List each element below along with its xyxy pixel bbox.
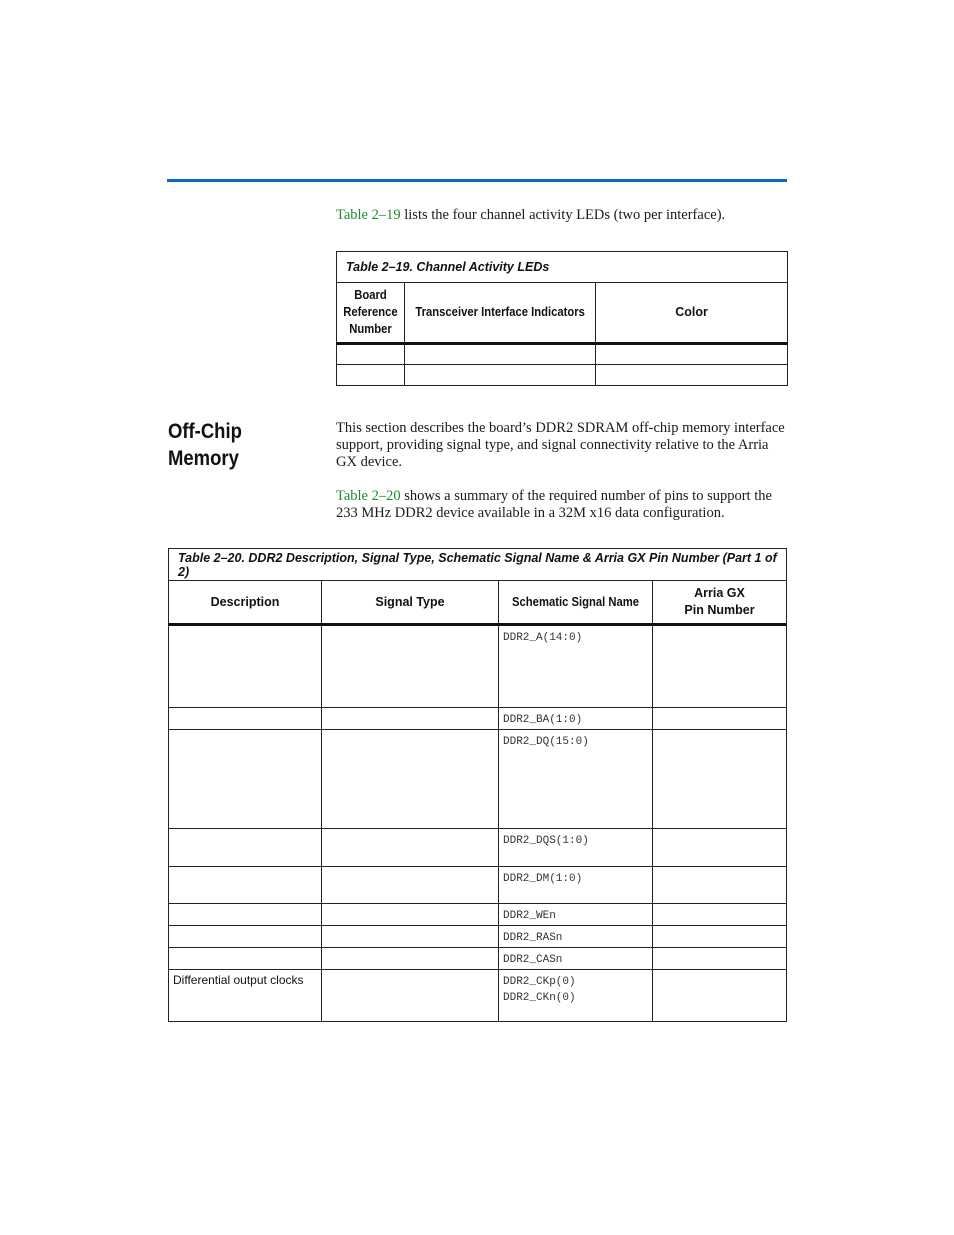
table-row xyxy=(169,625,787,708)
description-cell: Differential output clocks xyxy=(169,970,322,1022)
channel-activity-leds-table xyxy=(336,251,788,386)
description-cell xyxy=(169,730,322,829)
signal-name-cell: DDR2_DQ(15:0) xyxy=(499,730,653,829)
header-board-reference: Board Reference Number xyxy=(337,283,405,344)
signal-name-cell: DDR2_WEn xyxy=(499,904,653,926)
section-paragraph-2: Table 2–20 shows a summary of the required number of pins to support the 233 MHz DDR2 device available in a 32M x16 data configuration. xyxy=(336,488,772,521)
signal-name-cell: DDR2_DQS(1:0) xyxy=(499,829,653,867)
header-schematic-signal-name: Schematic Signal Name xyxy=(499,581,653,625)
table-row xyxy=(337,365,788,386)
pin-cell xyxy=(653,904,787,926)
signal-name-cell: DDR2_RASn xyxy=(499,926,653,948)
section-paragraph-1: This section describes the board’s DDR2 SDRAM off-chip memory interface support, providing signal type, and signal connectivity relative to the Arria GX device. xyxy=(336,420,785,470)
pin-cell xyxy=(653,730,787,829)
table-cell xyxy=(596,344,788,365)
signal-type-cell xyxy=(322,867,499,904)
table-caption: Table 2–19. Channel Activity LEDs xyxy=(337,252,788,283)
description-cell xyxy=(169,926,322,948)
header-transceiver-indicators: Transceiver Interface Indicators xyxy=(405,283,596,344)
header-pin-number: Arria GX Pin Number xyxy=(653,581,787,625)
table-row xyxy=(169,867,787,904)
signal-type-cell xyxy=(322,904,499,926)
intro-text: lists the four channel activity LEDs (two per interface). xyxy=(400,207,726,223)
intro-paragraph xyxy=(336,207,786,224)
section-heading: Off-Chip Memory xyxy=(168,420,242,470)
pin-cell xyxy=(653,625,787,708)
table-cell xyxy=(596,365,788,386)
signal-type-cell xyxy=(322,948,499,970)
signal-name-cell: DDR2_DM(1:0) xyxy=(499,867,653,904)
pin-cell xyxy=(653,926,787,948)
pin-cell xyxy=(653,867,787,904)
description-cell xyxy=(169,867,322,904)
signal-type-cell xyxy=(322,730,499,829)
table-row xyxy=(169,829,787,867)
description-cell xyxy=(169,625,322,708)
table-row xyxy=(169,730,787,829)
signal-type-cell xyxy=(322,926,499,948)
signal-type-cell xyxy=(322,708,499,730)
table-row xyxy=(169,970,787,1022)
description-cell xyxy=(169,708,322,730)
table-row xyxy=(169,708,787,730)
signal-name-cell: DDR2_CKp(0) DDR2_CKn(0) xyxy=(499,970,653,1022)
table-row xyxy=(337,344,788,365)
header-color: Color xyxy=(596,283,788,344)
table-row xyxy=(169,948,787,970)
pin-cell xyxy=(653,829,787,867)
header-description: Description xyxy=(169,581,322,625)
table-2-20-link[interactable]: Table 2–20 xyxy=(336,488,401,504)
signal-type-cell xyxy=(322,625,499,708)
signal-name-cell: DDR2_CASn xyxy=(499,948,653,970)
header-signal-type: Signal Type xyxy=(322,581,499,625)
signal-name-cell: DDR2_BA(1:0) xyxy=(499,708,653,730)
table-cell xyxy=(337,365,405,386)
table-row xyxy=(169,904,787,926)
signal-type-cell xyxy=(322,829,499,867)
description-cell xyxy=(169,904,322,926)
header-rule xyxy=(167,179,787,182)
signal-name-cell: DDR2_A(14:0) xyxy=(499,625,653,708)
table-cell xyxy=(405,344,596,365)
signal-type-cell xyxy=(322,970,499,1022)
table-2-19-link[interactable]: Table 2–19 xyxy=(336,207,401,223)
ddr2-table xyxy=(168,548,787,1022)
table-caption: Table 2–20. DDR2 Description, Signal Type, Schematic Signal Name & Arria GX Pin Number (Part 1 of 2) xyxy=(169,549,787,581)
pin-cell xyxy=(653,708,787,730)
table-cell xyxy=(337,344,405,365)
description-cell xyxy=(169,948,322,970)
pin-cell xyxy=(653,970,787,1022)
description-cell xyxy=(169,829,322,867)
table-cell xyxy=(405,365,596,386)
table-row xyxy=(169,926,787,948)
pin-cell xyxy=(653,948,787,970)
